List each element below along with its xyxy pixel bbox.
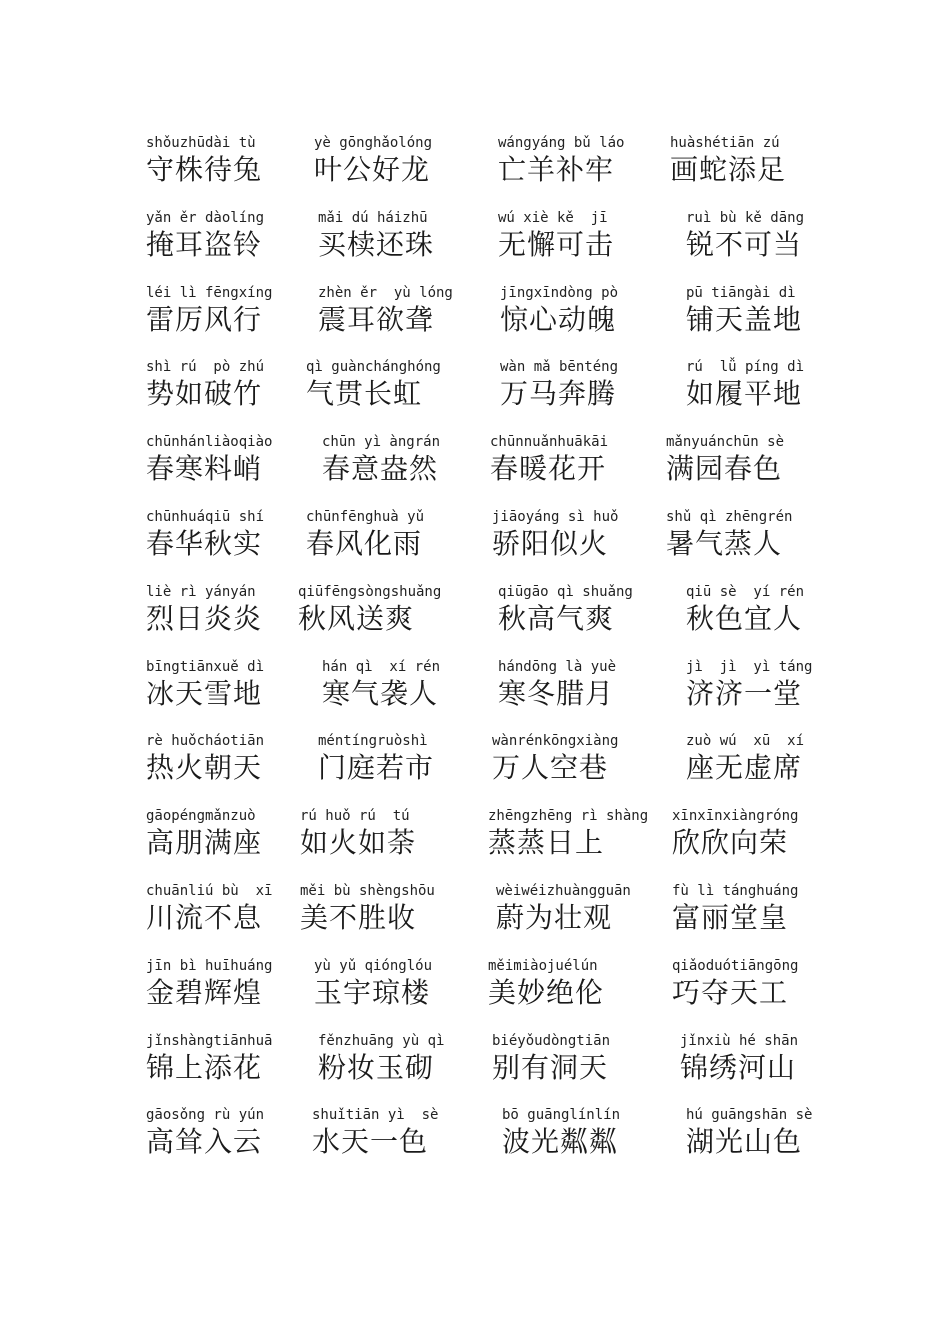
idiom-hanzi: 锐不可当 [686, 227, 803, 261]
idiom-hanzi: 别有洞天 [492, 1050, 609, 1084]
idiom-pinyin: wú xiè kě jī [498, 209, 608, 226]
idiom-pinyin: jīngxīndòng pò [500, 284, 619, 301]
idiom-cell [666, 433, 828, 508]
idiom-hanzi: 气贯长虹 [306, 377, 423, 411]
idiom-hanzi: 玉宇琼楼 [314, 975, 431, 1009]
idiom-cell [500, 358, 680, 433]
idiom-cell [490, 433, 670, 508]
idiom-cell [686, 209, 848, 284]
idiom-pinyin: zuò wú xū xí [686, 733, 805, 750]
idiom-pinyin: rè huǒcháotiān [146, 733, 265, 750]
idiom-hanzi: 湖光山色 [686, 1125, 803, 1159]
idiom-cell [146, 658, 314, 733]
idiom-pinyin: biéyǒudòngtiān [492, 1032, 611, 1049]
idiom-cell [498, 134, 678, 209]
idiom-cell [488, 807, 668, 882]
idiom-pinyin: fěnzhuāng yù qì [318, 1032, 445, 1049]
idiom-cell [146, 1106, 314, 1181]
idiom-hanzi: 川流不息 [146, 900, 263, 934]
idiom-hanzi: 蔚为壮观 [496, 900, 613, 934]
idiom-cell [146, 1032, 314, 1107]
idiom-pinyin: yè gōnghǎolóng [314, 135, 433, 151]
idiom-cell [146, 807, 314, 882]
idiom-hanzi: 铺天盖地 [686, 302, 803, 336]
idiom-pinyin: shǒuzhūdài tù [146, 135, 256, 151]
idiom-hanzi: 巧夺天工 [672, 975, 789, 1009]
idiom-pinyin: hú guāngshān sè [686, 1107, 813, 1124]
idiom-grid [138, 134, 828, 1181]
idiom-cell [312, 1106, 492, 1181]
idiom-cell [686, 583, 848, 658]
idiom-cell [686, 1106, 848, 1181]
idiom-hanzi: 春暖花开 [490, 452, 607, 486]
idiom-cell [672, 957, 834, 1032]
idiom-hanzi: 富丽堂皇 [672, 900, 789, 934]
idiom-pinyin: chūnfēnghuà yǔ [306, 508, 425, 525]
idiom-cell [686, 658, 848, 733]
idiom-cell [300, 882, 480, 957]
idiom-pinyin: fù lì tánghuáng [672, 882, 799, 899]
idiom-pinyin: qiū sè yí rén [686, 583, 805, 600]
idiom-hanzi: 春意盎然 [322, 452, 439, 486]
idiom-pinyin: wángyáng bǔ láo [498, 135, 625, 151]
idiom-cell [686, 732, 848, 807]
idiom-pinyin: chūnnuǎnhuākāi [490, 434, 609, 451]
idiom-hanzi: 波光粼粼 [502, 1125, 619, 1159]
idiom-pinyin: shì rú pò zhú [146, 359, 265, 376]
idiom-hanzi: 锦上添花 [146, 1050, 263, 1084]
idiom-hanzi: 美不胜收 [300, 900, 417, 934]
idiom-cell [146, 882, 314, 957]
idiom-pinyin: wèiwéizhuàngguān [496, 882, 631, 899]
idiom-pinyin: gāopéngmǎnzuò [146, 808, 256, 825]
idiom-pinyin: jiāoyáng sì huǒ [492, 508, 619, 525]
idiom-hanzi: 锦绣河山 [680, 1050, 797, 1084]
idiom-pinyin: mǎi dú háizhū [318, 209, 428, 226]
idiom-hanzi: 粉妆玉砌 [318, 1050, 435, 1084]
idiom-cell [146, 433, 314, 508]
idiom-hanzi: 寒冬腊月 [498, 676, 615, 710]
idiom-hanzi: 秋色宜人 [686, 601, 803, 635]
idiom-cell [300, 807, 480, 882]
idiom-pinyin: pū tiāngài dì [686, 284, 796, 301]
idiom-hanzi: 亡羊补牢 [498, 153, 615, 186]
idiom-pinyin: shuǐtiān yì sè [312, 1107, 439, 1124]
idiom-cell [322, 433, 502, 508]
idiom-pinyin: chūnhánliàoqiào [146, 434, 273, 451]
idiom-hanzi: 春风化雨 [306, 526, 423, 560]
idiom-pinyin: qì guànchánghóng [306, 359, 441, 376]
idiom-hanzi: 蒸蒸日上 [488, 826, 605, 860]
idiom-cell [314, 957, 494, 1032]
idiom-pinyin: léi lì fēngxíng [146, 284, 273, 301]
idiom-pinyin: wànrénkōngxiàng [492, 733, 619, 750]
idiom-hanzi: 美妙绝伦 [488, 975, 605, 1009]
idiom-pinyin: qiūfēngsòngshuǎng [298, 583, 442, 600]
idiom-cell [146, 209, 314, 284]
idiom-pinyin: ruì bù kě dāng [686, 209, 805, 226]
idiom-hanzi: 惊心动魄 [500, 302, 617, 336]
idiom-pinyin: měimiàojuélún [488, 957, 598, 974]
idiom-hanzi: 雷厉风行 [146, 302, 263, 336]
idiom-cell [306, 508, 486, 583]
idiom-cell [492, 1032, 672, 1107]
idiom-pinyin: yǎn ěr dàolíng [146, 209, 265, 226]
idiom-cell [672, 807, 834, 882]
idiom-cell [488, 957, 668, 1032]
idiom-cell [492, 508, 672, 583]
idiom-hanzi: 烈日炎炎 [146, 601, 263, 635]
idiom-pinyin: mǎnyuánchūn sè [666, 434, 785, 451]
idiom-hanzi: 秋风送爽 [298, 601, 415, 635]
idiom-hanzi: 震耳欲聋 [318, 302, 435, 336]
idiom-hanzi: 春寒料峭 [146, 452, 263, 486]
idiom-cell [686, 358, 848, 433]
idiom-pinyin: shǔ qì zhēngrén [666, 508, 793, 525]
idiom-cell [500, 284, 680, 359]
idiom-hanzi: 欣欣向荣 [672, 826, 789, 860]
idiom-cell [502, 1106, 682, 1181]
idiom-cell [318, 284, 498, 359]
idiom-cell [146, 134, 314, 209]
idiom-cell [672, 882, 834, 957]
idiom-hanzi: 万人空巷 [492, 751, 609, 785]
idiom-hanzi: 高耸入云 [146, 1125, 263, 1159]
idiom-cell [306, 358, 486, 433]
idiom-hanzi: 画蛇添足 [670, 153, 787, 186]
idiom-cell [686, 284, 848, 359]
idiom-cell [498, 658, 678, 733]
idiom-hanzi: 秋高气爽 [498, 601, 615, 635]
idiom-hanzi: 暑气蒸人 [666, 526, 783, 560]
idiom-hanzi: 叶公好龙 [314, 153, 431, 186]
idiom-hanzi: 万马奔腾 [500, 377, 617, 411]
idiom-pinyin: rú huǒ rú tú [300, 808, 410, 825]
idiom-hanzi: 冰天雪地 [146, 676, 263, 710]
idiom-pinyin: chūn yì àngrán [322, 434, 441, 451]
idiom-cell [146, 732, 314, 807]
idiom-pinyin: gāosǒng rù yún [146, 1107, 265, 1124]
idiom-pinyin: jīn bì huīhuáng [146, 957, 273, 974]
idiom-pinyin: qiūgāo qì shuǎng [498, 583, 633, 600]
idiom-pinyin: hándōng là yuè [498, 658, 617, 675]
idiom-pinyin: zhèn ěr yù lóng [318, 284, 453, 301]
idiom-hanzi: 骄阳似火 [492, 526, 609, 560]
idiom-hanzi: 寒气袭人 [322, 676, 439, 710]
idiom-hanzi: 热火朝天 [146, 751, 263, 785]
idiom-cell [680, 1032, 842, 1107]
idiom-hanzi: 如火如荼 [300, 826, 417, 860]
idiom-hanzi: 门庭若市 [318, 751, 435, 785]
idiom-pinyin: jì jì yì táng [686, 658, 813, 675]
idiom-hanzi: 满园春色 [666, 452, 783, 486]
idiom-cell [498, 209, 678, 284]
idiom-cell [146, 957, 314, 1032]
idiom-pinyin: yù yǔ qiónglóu [314, 957, 433, 974]
idiom-cell [318, 732, 498, 807]
idiom-cell [146, 508, 314, 583]
idiom-cell [318, 1032, 498, 1107]
idiom-hanzi: 水天一色 [312, 1125, 429, 1159]
idiom-pinyin: chuānliú bù xī [146, 882, 273, 899]
idiom-pinyin: qiǎoduótiāngōng [672, 957, 799, 974]
idiom-hanzi: 如履平地 [686, 377, 803, 411]
idiom-hanzi: 高朋满座 [146, 826, 263, 860]
idiom-hanzi: 金碧辉煌 [146, 975, 263, 1009]
idiom-pinyin: bīngtiānxuě dì [146, 658, 265, 675]
idiom-pinyin: chūnhuáqiū shí [146, 508, 265, 525]
idiom-pinyin: huàshétiān zú [670, 135, 780, 151]
idiom-cell [496, 882, 676, 957]
idiom-cell [146, 358, 314, 433]
idiom-cell [146, 284, 314, 359]
idiom-hanzi: 春华秋实 [146, 526, 263, 560]
idiom-cell [298, 583, 478, 658]
idiom-pinyin: jǐnxiù hé shān [680, 1032, 799, 1049]
idiom-cell [146, 583, 314, 658]
idiom-pinyin: měi bù shèngshōu [300, 882, 435, 899]
idiom-cell [318, 209, 498, 284]
idiom-hanzi: 座无虚席 [686, 751, 803, 785]
idiom-pinyin: rú lǚ píng dì [686, 359, 805, 376]
idiom-pinyin: bō guānglínlín [502, 1107, 621, 1124]
idiom-hanzi: 掩耳盗铃 [146, 227, 263, 261]
idiom-pinyin: méntíngruòshì [318, 733, 428, 750]
idiom-hanzi: 守株待兔 [146, 153, 263, 186]
idiom-pinyin: jǐnshàngtiānhuā [146, 1032, 273, 1049]
idiom-pinyin: wàn mǎ bēnténg [500, 359, 619, 376]
idiom-cell [498, 583, 678, 658]
idiom-cell [492, 732, 672, 807]
idiom-pinyin: xīnxīnxiàngróng [672, 808, 799, 825]
idiom-hanzi: 买椟还珠 [318, 227, 435, 261]
idiom-cell [322, 658, 502, 733]
idiom-cell [314, 134, 494, 209]
idiom-cell [670, 134, 832, 209]
idiom-hanzi: 无懈可击 [498, 227, 615, 261]
idiom-pinyin: hán qì xí rén [322, 658, 441, 675]
idiom-hanzi: 济济一堂 [686, 676, 803, 710]
idiom-pinyin: liè rì yányán [146, 583, 256, 600]
idiom-pinyin: zhēngzhēng rì shàng [488, 808, 649, 825]
idiom-hanzi: 势如破竹 [146, 377, 263, 411]
idiom-cell [666, 508, 828, 583]
